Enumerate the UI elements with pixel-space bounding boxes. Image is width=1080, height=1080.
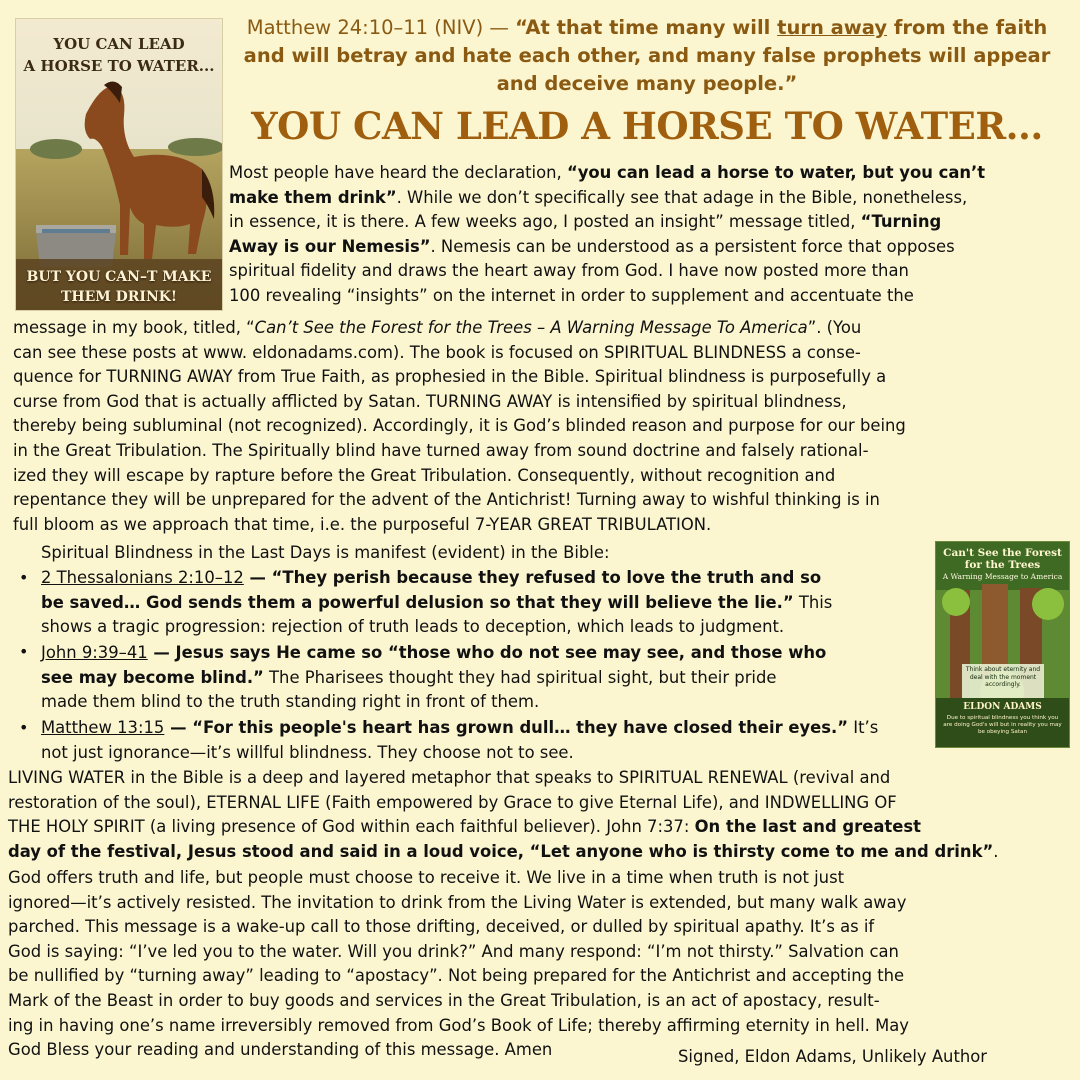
text-line: [8, 815, 998, 840]
text-line: [229, 284, 985, 309]
text-line: [229, 186, 985, 211]
text-segment: This: [793, 592, 833, 612]
text-segment: .: [993, 841, 999, 861]
text-segment: day of the festival, Jesus stood and said in a loud voice, “Let anyone who is thirsty come to me and drink”: [8, 841, 994, 861]
scripture-reference: Matthew 24:10–11 (NIV) —: [246, 16, 516, 39]
text-segment: God is saying: “I’ve led you to the water. Will you drink?” And many respond: “I’m not thirsty.” Salvation can: [8, 941, 899, 961]
bullet-item: [41, 641, 826, 715]
text-segment: spiritual fidelity and draws the heart away from God. I have now posted more than: [229, 261, 909, 281]
horse-cover-title-line: YOU CAN LEAD: [53, 35, 185, 53]
blindness-intro: [41, 541, 609, 566]
horse-cover-footer-line: BUT YOU CAN–T MAKE: [26, 269, 212, 285]
scripture-quote-part: from the faith and will betray and hate each other, and many false prophets will appear and deceive many people.”: [243, 16, 1051, 95]
bullet-item: [41, 716, 878, 765]
scripture-quote: [232, 14, 1062, 98]
text-segment: 100 revealing “insights” on the internet in order to supplement and accentuate the: [229, 285, 914, 305]
text-line: [8, 866, 909, 891]
text-segment: curse from God that is actually afflicted by Satan. TURNING AWAY is intensified by spiritual blindness,: [13, 391, 847, 411]
text-line: [13, 488, 906, 513]
text-segment: “For this people's heart has grown dull… they have closed their eyes.”: [192, 718, 849, 737]
closing-paragraph: [8, 866, 909, 1063]
scripture-quote-underlined: turn away: [777, 16, 888, 39]
text-segment: parched. This message is a wake-up call to those drifting, deceived, or dulled by spiritual apathy. It’s as if: [8, 917, 875, 937]
text-segment: THE HOLY SPIRIT (a living presence of God within each faithful believer). John 7:37:: [8, 817, 695, 837]
text-segment: in essence, it is there. A few weeks ago, I posted an insight” message titled,: [229, 212, 861, 232]
page-headline: YOU CAN LEAD A HORSE TO WATER...: [251, 104, 1043, 148]
text-line: [8, 1014, 909, 1039]
text-line: [8, 791, 998, 816]
text-line: [41, 716, 878, 741]
bullet-glyph: •: [19, 568, 29, 587]
text-segment: Can’t See the Forest for the Trees – A Warning Message To America: [254, 318, 808, 337]
text-line: [13, 316, 906, 341]
text-line: [8, 989, 909, 1014]
text-segment: shows a tragic progression: rejection of truth leads to deception, which leads to judgment.: [41, 617, 785, 637]
text-line: [41, 690, 826, 715]
horse-cover-title: [16, 33, 222, 77]
text-segment: It’s: [848, 718, 879, 737]
text-segment: ”. (You: [807, 318, 862, 337]
text-line: [8, 915, 909, 940]
signature: Signed, Eldon Adams, Unlikely Author: [678, 1047, 988, 1066]
text-line: [41, 741, 878, 766]
text-segment: be nullified by “turning away” leading to “apostacy”. Not being prepared for the Antichrist and accepting the: [8, 966, 905, 986]
text-segment: full bloom as we approach that time, i.e. the purposeful 7-YEAR GREAT TRIBULATION.: [13, 514, 712, 534]
text-segment: repentance they will be unprepared for the advent of the Antichrist! Turning away to wishful thinking is in: [13, 490, 880, 510]
text-segment: be saved… God sends them a powerful delusion so that they will believe the lie.”: [41, 592, 794, 612]
bullet-glyph: •: [19, 642, 29, 661]
text-line: [8, 891, 909, 916]
scripture-reference-link: 2 Thessalonians 2:10–12: [41, 568, 244, 587]
text-line: [13, 513, 906, 538]
horse-cover-title-line: A HORSE TO WATER...: [23, 57, 215, 75]
forest-cover-note: Due to spiritual blindness you think you are doing God's will but in reality you may be obeying Satan: [943, 715, 1062, 735]
text-line: [13, 439, 906, 464]
text-segment: “They perish because they refused to love the truth and so: [271, 568, 822, 587]
text-segment: Away is our Nemesis”: [229, 236, 431, 256]
text-segment: . Nemesis can be understood as a persistent force that opposes: [430, 236, 955, 256]
text-segment: message in my book, titled, “: [13, 318, 255, 337]
forest-cover-subtitle: A Warning Message to America: [942, 572, 1063, 581]
scripture-reference-link: Matthew 13:15: [41, 718, 165, 737]
bullet-glyph: •: [19, 718, 29, 737]
text-segment: —: [164, 718, 193, 737]
intro-paragraph: [229, 161, 985, 309]
text-line: [13, 464, 906, 489]
text-segment: “you can lead a horse to water, but you can’t: [566, 163, 986, 182]
text-line: [229, 210, 985, 235]
text-line: [41, 615, 832, 640]
forest-cover-author: ELDON ADAMS: [963, 702, 1042, 712]
forest-cover-title: Can't See the Forest for the Trees: [943, 547, 1062, 571]
text-segment: in the Great Tribulation. The Spiritually blind have turned away from sound doctrine and falsely rational-: [13, 440, 869, 460]
text-segment: make them drink”: [229, 187, 397, 207]
text-segment: —: [243, 568, 272, 587]
text-line: [8, 940, 909, 965]
text-line: [229, 259, 985, 284]
text-line: [13, 365, 906, 390]
text-segment: made them blind to the truth standing right in front of them.: [41, 692, 540, 712]
text-line: [13, 341, 906, 366]
text-line: [229, 235, 985, 260]
text-segment: ignored—it’s actively resisted. The invitation to drink from the Living Water is extended, but many walk away: [8, 892, 907, 912]
horse-cover-footer-line: THEM DRINK!: [60, 289, 178, 305]
text-line: [13, 414, 906, 439]
blindness-intro-line: Spiritual Blindness in the Last Days is manifest (evident) in the Bible:: [41, 543, 610, 562]
text-line: [41, 566, 832, 591]
text-line: [41, 641, 826, 666]
text-line: [8, 964, 909, 989]
text-segment: ing in having one’s name irreversibly removed from God’s Book of Life; thereby affirming eternity in hell. May: [8, 1015, 909, 1035]
text-segment: Mark of the Beast in order to buy goods and services in the Great Tribulation, is an act of apostacy, result-: [8, 990, 880, 1010]
text-segment: can see these posts at www. eldonadams.com). The book is focused on SPIRITUAL BLINDNESS a conse-: [13, 342, 861, 362]
text-segment: God offers truth and life, but people must choose to receive it. We live in a time when truth is not just: [8, 868, 845, 887]
scripture-reference-link: John 9:39–41: [41, 643, 148, 662]
text-segment: restoration of the soul), ETERNAL LIFE (Faith empowered by Grace to give Eternal Life), and INDWELLING OF: [8, 792, 897, 812]
text-segment: thereby being subluminal (not recognized). Accordingly, it is God’s blinded reason and purpose for our being: [13, 416, 906, 436]
text-segment: quence for TURNING AWAY from True Faith, as prophesied in the Bible. Spiritual blindness is purposefully a: [13, 367, 887, 387]
text-segment: ized they will escape by rapture before the Great Tribulation. Consequently, without recognition and: [13, 465, 836, 485]
text-line: [41, 666, 826, 691]
text-segment: Most people have heard the declaration,: [229, 163, 567, 182]
text-segment: not just ignorance—it’s willful blindness. They choose not to see.: [41, 742, 574, 762]
text-segment: God Bless your reading and understanding of this message. Amen: [8, 1040, 553, 1060]
forest-book-cover: [935, 541, 1070, 748]
text-segment: “Turning: [860, 212, 942, 232]
text-line: [13, 390, 906, 415]
bullet-item: [41, 566, 832, 640]
forest-cover-box-text: Think about eternity and deal with the moment accordingly.: [965, 666, 1041, 688]
text-segment: LIVING WATER in the Bible is a deep and layered metaphor that speaks to SPIRITUAL RENEWAL (revival and: [8, 768, 891, 787]
text-segment: — Jesus says He came so “those who do not see may see, and those who: [147, 643, 827, 662]
scripture-quote-part: “At that time many will: [515, 16, 778, 39]
text-line: [229, 161, 985, 186]
living-water-paragraph: [8, 766, 998, 864]
text-segment: The Pharisees thought they had spiritual sight, but their pride: [263, 667, 777, 687]
text-line: [41, 591, 832, 616]
text-segment: . While we don’t specifically see that adage in the Bible, nonetheless,: [396, 187, 968, 207]
text-line: [8, 766, 998, 791]
horse-book-cover: [15, 18, 223, 311]
text-line: [8, 840, 998, 865]
text-segment: see may become blind.”: [41, 667, 264, 687]
body-paragraph: [13, 316, 906, 537]
horse-cover-footer: [16, 267, 222, 307]
text-segment: On the last and greatest: [694, 817, 921, 837]
